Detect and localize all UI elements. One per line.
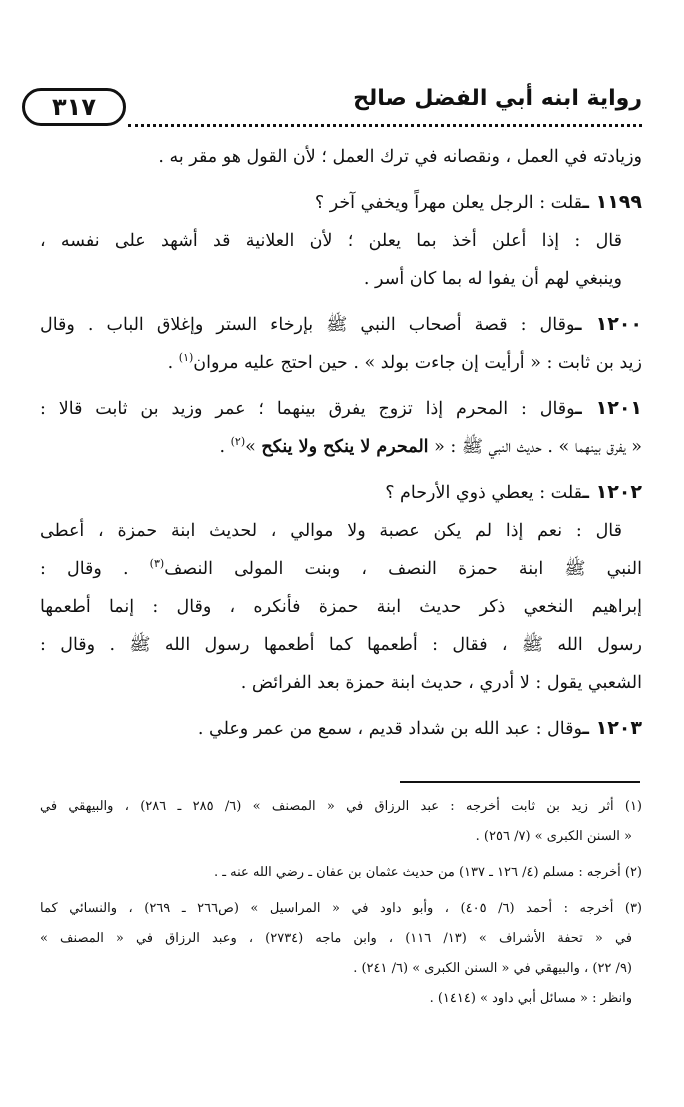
text-line: النبي ﷺ ابنة حمزة النصف ، وبنت المولى النصف$^{(٣)}$ . وقال :	[40, 557, 642, 579]
running-title: رواية ابنه أبي الفضل صالح	[353, 86, 642, 111]
entry-1203: ١٢٠٣ ـوقال : عبد الله بن شداد قديم ، سمع من عمر وعلي .	[197, 717, 642, 739]
footnote-line: (٢) أخرجه : مسلم (٤/ ١٢٦ ـ ١٣٧) من حديث عثمان بن عفان ـ رضي الله عنه ـ .	[213, 865, 642, 880]
text-line: إبراهيم النخعي ذكر حديث ابنة حمزة فأنكره ، وقال : إنما أطعمها	[40, 597, 642, 617]
entry-number: ١٢٠٣ ـ	[582, 717, 642, 739]
text-line: قال : إذا أعلن أخذ بما يعلن ؛ لأن العلانية قد أشهد على نفسه ،	[40, 231, 622, 251]
text-line: وزيادته في العمل ، ونقصانه في ترك العمل ؛ لأن القول هو مقر به .	[158, 147, 642, 167]
footnote-ref: (٣)	[149, 557, 165, 571]
text-line: قال : نعم إذا لم يكن عصبة ولا موالي ، لحديث ابنة حمزة ، أعطى	[40, 521, 622, 541]
footnote-separator	[400, 781, 640, 783]
footnote-line: وانظر : « مسائل أبي داود » (١٤١٤) .	[429, 991, 632, 1006]
entry-1201: ١٢٠١ ـوقال : المحرم إذا تزوج يفرق بينهما ؛ عمر وزيد بن ثابت قالا :	[40, 397, 642, 419]
footnotes	[40, 792, 642, 1014]
footnote-ref: (٢)	[230, 435, 246, 449]
entry-number: ١٢٠٠ ـ	[575, 313, 642, 335]
footnote-ref: (١)	[178, 351, 194, 365]
main-text	[40, 138, 642, 748]
text-line: الشعبي يقول : لا أدري ، حديث ابنة حمزة بعد الفرائض .	[240, 673, 642, 693]
entry-number: ١١٩٩ ـ	[582, 191, 642, 213]
entry-1202: ١٢٠٢ ـقلت : يعطي ذوي الأرحام ؟	[385, 481, 642, 503]
footnote-line: « السنن الكبرى » (٧/ ٢٥٦) .	[475, 829, 632, 844]
footnote-line: (١) أثر زيد بن ثابت أخرجه : عبد الرزاق في « المصنف » (٦/ ٢٨٥ ـ ٢٨٦) ، والبيهقي في	[40, 799, 642, 814]
footnote-line: في « تحفة الأشراف » (١٣/ ١١٦) ، وابن ماجه (٢٧٣٤) ، وعبد الرزاق في « المصنف »	[40, 931, 633, 946]
header-dotted-rule	[128, 124, 642, 127]
page-header	[20, 86, 642, 132]
footnote-line: (٩/ ٢٢) ، والبيهقي في « السنن الكبرى » (٦/ ٢٤١) .	[353, 961, 632, 976]
entry-number: ١٢٠١ ـ	[575, 397, 642, 419]
text-line: وينبغي لهم أن يفوا له بما كان أسر .	[363, 269, 622, 289]
entry-1200: ١٢٠٠ ـوقال : قصة أصحاب النبي ﷺ بإرخاء الستر وإغلاق الباب . وقال	[40, 313, 642, 335]
entry-number: ١٢٠٢ ـ	[582, 481, 642, 503]
text-line: « يفرق بينهما » . حديث النبي ﷺ : « المحرم لا ينكح ولا ينكح »$^{(٢)}$ .	[219, 435, 642, 457]
entry-1199: ١١٩٩ ـقلت : الرجل يعلن مهراً ويخفي آخر ؟	[314, 191, 642, 213]
footnote-line: (٣) أخرجه : أحمد (٦/ ٤٠٥) ، وأبو داود في « المراسيل » (ص٢٦٦ ـ ٢٦٩) ، والنسائي كما	[40, 901, 642, 916]
hadith-text: المحرم لا ينكح ولا ينكح	[261, 437, 429, 457]
text-line: رسول الله ﷺ ، فقال : أطعمها كما أطعمها رسول الله ﷺ . وقال :	[40, 635, 642, 655]
text-line: زيد بن ثابت : « أرأيت إن جاءت بولد » . حين احتج عليه مروان$^{(١)}$ .	[167, 351, 642, 373]
page-number: ٣١٧	[22, 88, 126, 126]
